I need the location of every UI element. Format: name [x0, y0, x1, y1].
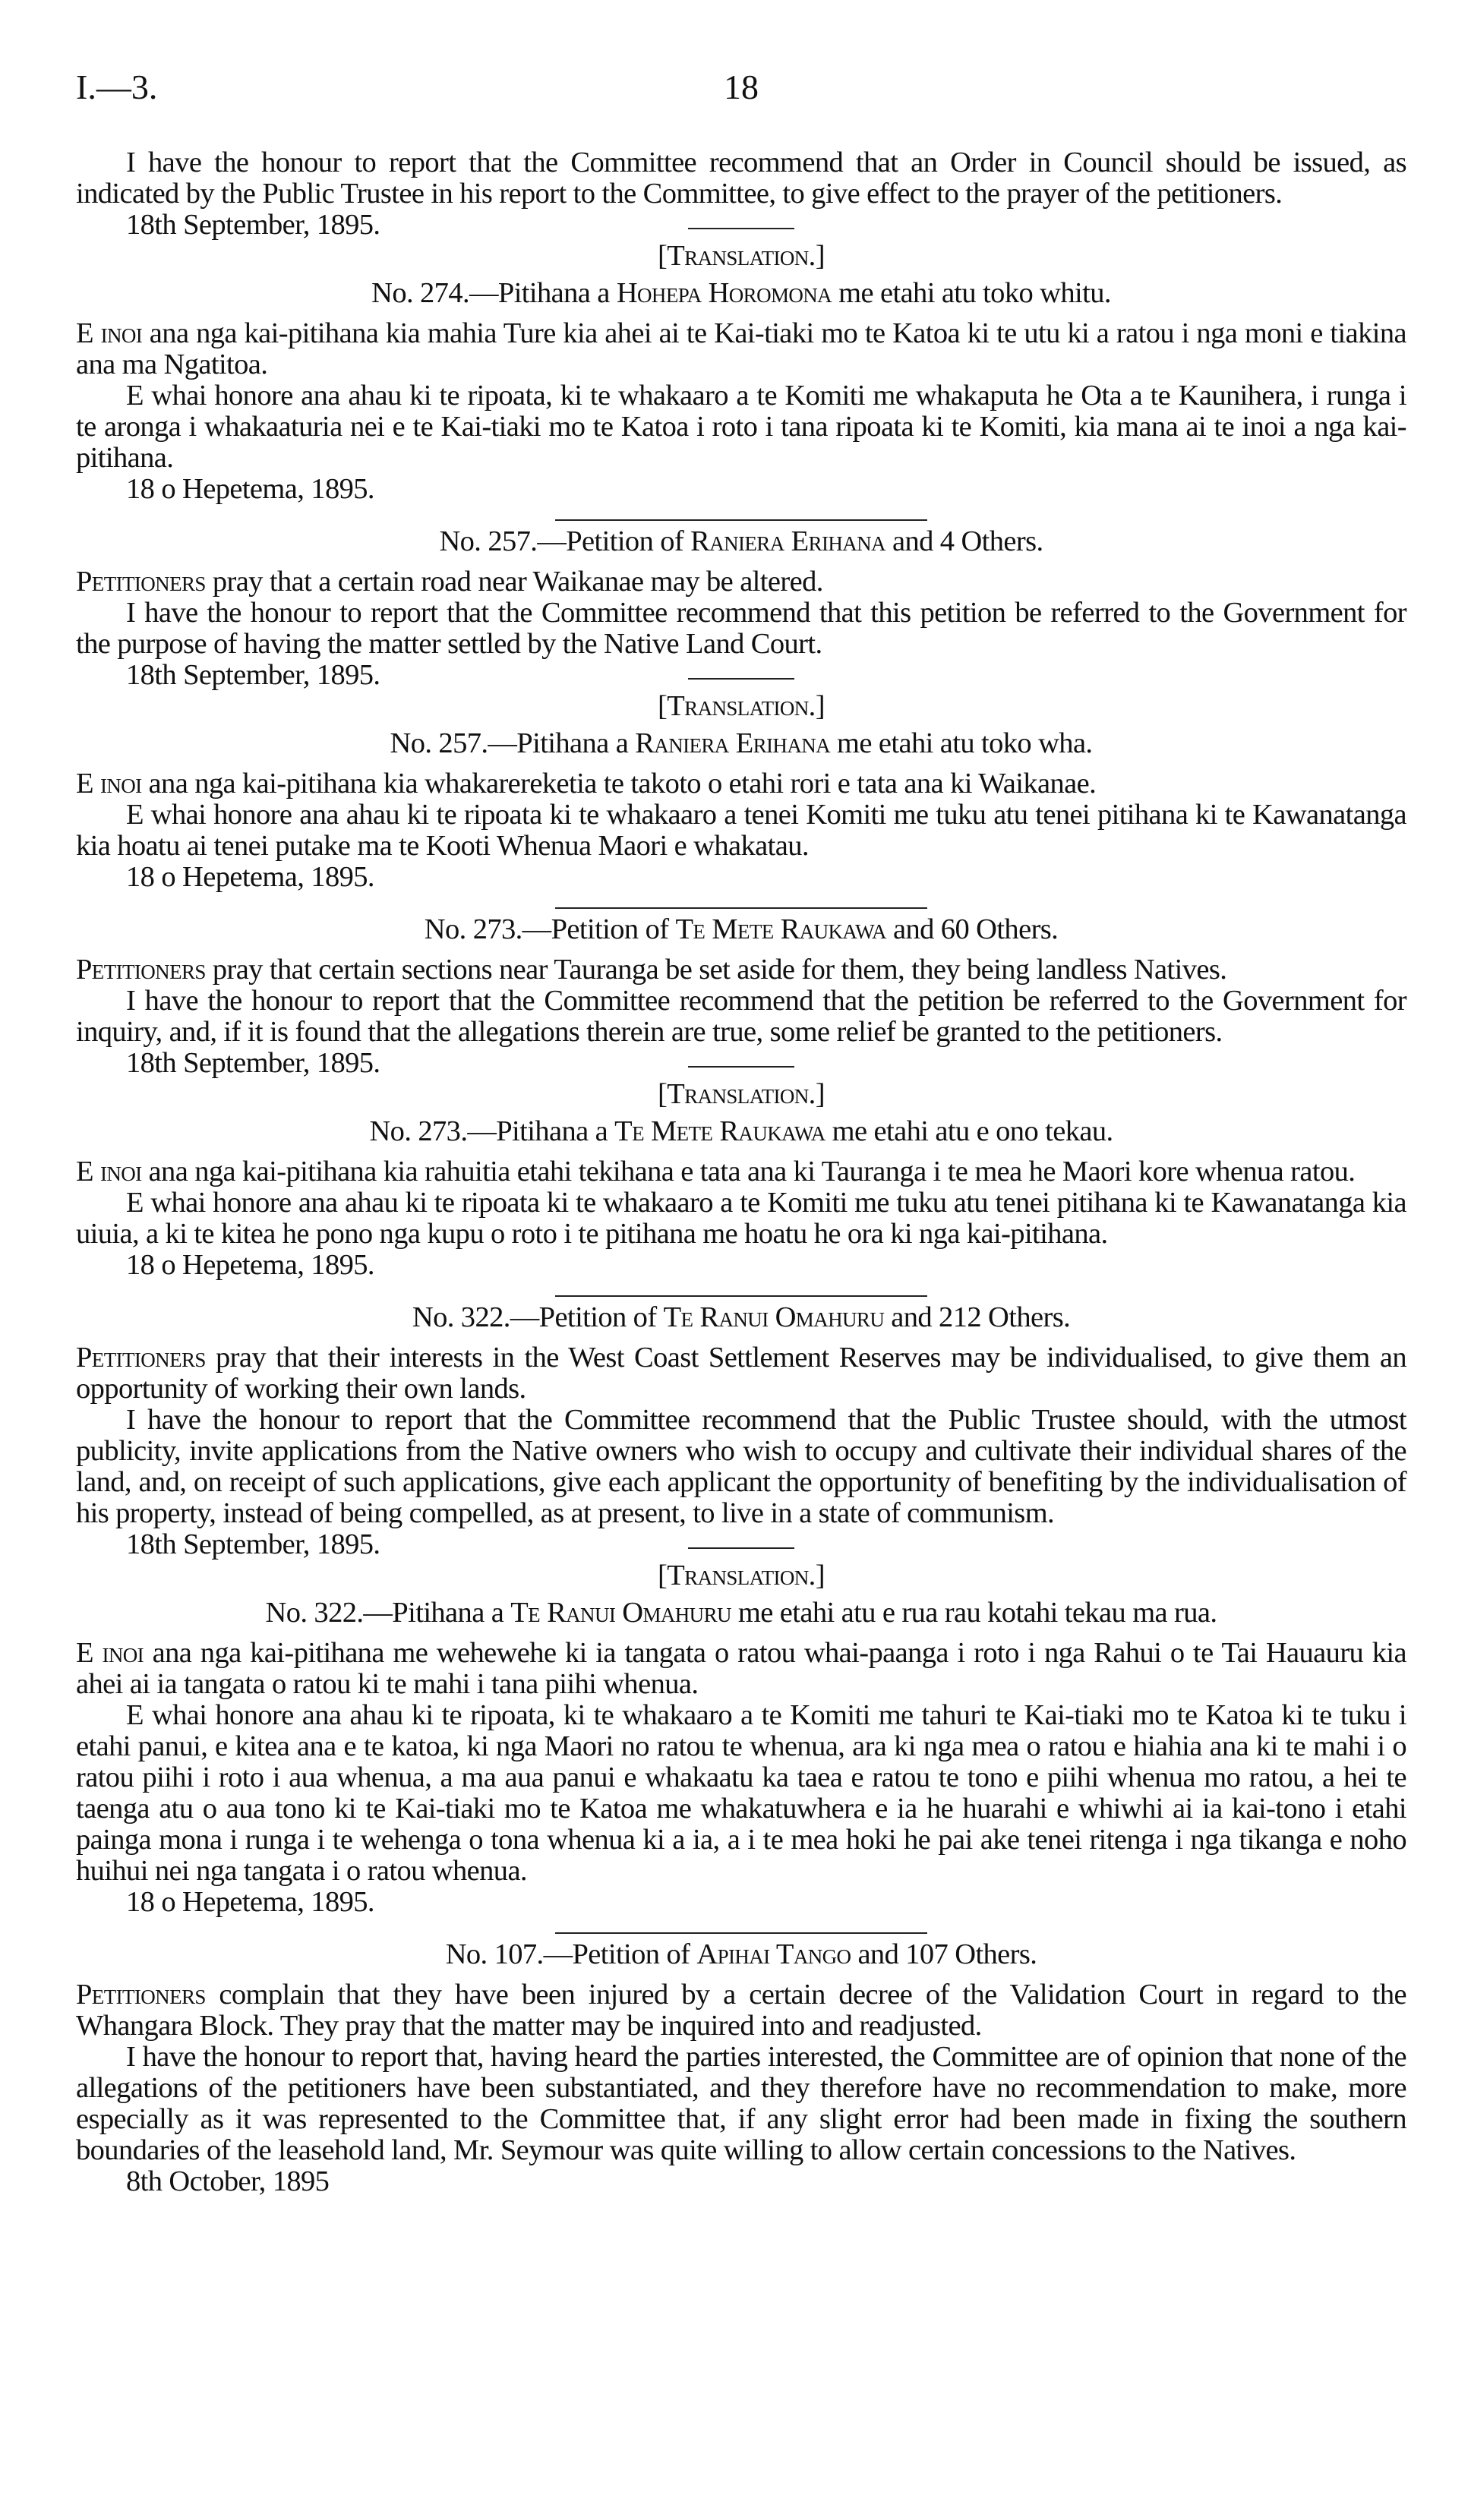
paragraph-lead: E inoi	[76, 1637, 144, 1669]
petitioner-name: Te Mete Raukawa	[614, 1115, 825, 1147]
heading-suffix: me etahi atu e rua rau kotahi tekau ma rua.	[731, 1597, 1217, 1629]
date-line	[76, 660, 1406, 691]
translation-text: [Translation.]	[658, 240, 825, 272]
petition-heading	[76, 914, 1406, 945]
paragraph	[76, 380, 1406, 474]
paragraph-lead: E inoi	[76, 768, 142, 800]
translation-text: [Translation.]	[658, 1078, 825, 1110]
heading-prefix: No. 257.—Petition of	[439, 525, 691, 557]
petitioner-name: Te Ranui Omahuru	[663, 1301, 885, 1333]
paragraph-text: pray that a certain road near Waikanae may be altered.	[205, 566, 823, 598]
date-text: 8th October, 1895	[126, 2165, 330, 2197]
section-divider	[688, 1547, 794, 1549]
petitioner-name: Raniera Erihana	[690, 525, 885, 557]
paragraph-text: pray that their interests in the West Coast Settlement Reserves may be individualised, to give them an opportunity of working their own lands.	[76, 1342, 1406, 1405]
date-line	[76, 210, 1406, 241]
date-text: 18th September, 1895.	[126, 1528, 380, 1560]
date-line	[76, 1887, 1406, 1918]
date-line	[76, 1048, 1406, 1079]
heading-suffix: and 107 Others.	[851, 1938, 1037, 1970]
date-text: 18 o Hepetema, 1895.	[126, 1249, 374, 1281]
paragraph	[76, 566, 1406, 598]
heading-suffix: me etahi atu e ono tekau.	[825, 1115, 1113, 1147]
paragraph-lead: Petitioners	[76, 566, 206, 598]
paragraph	[76, 318, 1406, 380]
section-divider	[688, 678, 794, 680]
heading-prefix: No. 274.—Pitihana a	[371, 277, 617, 309]
paragraph-text: I have the honour to report that the Committee recommend that an Order in Council should be issued, as indicated by the Public Trustee in his report to the Committee, to give effect to the prayer of the petitioners.	[76, 147, 1406, 210]
petition-heading	[76, 1597, 1406, 1629]
paragraph	[76, 1342, 1406, 1405]
paragraph	[76, 954, 1406, 986]
paragraph	[76, 147, 1406, 210]
date-line	[76, 1529, 1406, 1560]
section-divider	[555, 1295, 927, 1297]
paragraph-lead: Petitioners	[76, 1979, 206, 2011]
paragraph-text: I have the honour to report that the Committee recommend that the petition be referred to the Government for inquiry, and, if it is found that the allegations therein are true, some relief be granted to the petitioners.	[76, 985, 1406, 1048]
heading-suffix: and 60 Others.	[885, 913, 1059, 945]
petitioner-name: Te Ranui Omahuru	[510, 1597, 731, 1629]
date-line	[76, 2166, 1406, 2197]
translation-label	[76, 691, 1406, 722]
date-line	[76, 862, 1406, 893]
paragraph	[76, 598, 1406, 660]
heading-suffix: and 4 Others.	[885, 525, 1043, 557]
paragraph	[76, 2042, 1406, 2166]
section-divider	[555, 519, 927, 521]
paragraph-text: I have the honour to report that, having heard the parties interested, the Committee are of opinion that none of the allegations of the petitioners have been substantiated, and they therefore have no recommendation to make, more especially as it was represented to the Committee that, if any slight error had been made in fixing the southern boundaries of the leasehold land, Mr. Seymour was quite willing to allow certain concessions to the Natives.	[76, 2041, 1406, 2166]
petitioner-name: Raniera Erihana	[635, 727, 831, 759]
petition-heading	[76, 526, 1406, 557]
translation-label	[76, 241, 1406, 272]
page-header	[76, 67, 1406, 112]
paragraph-text: E whai honore ana ahau ki te ripoata ki te whakaaro a tenei Komiti me tuku atu tenei pitihana ki te Kawanatanga kia hoatu ai tenei putake ma te Kooti Whenua Maori e whakatau.	[76, 799, 1406, 862]
paragraph-lead: Petitioners	[76, 1342, 206, 1374]
paragraph	[76, 986, 1406, 1048]
petition-heading	[76, 1116, 1406, 1147]
paragraph	[76, 1156, 1406, 1187]
petition-heading	[76, 1939, 1406, 1970]
paragraph-text: I have the honour to report that the Committee recommend that the Public Trustee should, with the utmost publicity, invite applications from the Native owners who wish to occupy and cultivate their individual shares of the land, and, on receipt of such applications, give each applicant the opportunity of benefiting by the individualisation of his property, instead of being compelled, as at present, to live in a state of communism.	[76, 1404, 1406, 1529]
petition-heading	[76, 728, 1406, 759]
paragraph-text: ana nga kai-pitihana kia whakarereketia te takoto o etahi rori e tata ana ki Waikanae.	[141, 768, 1097, 800]
date-text: 18 o Hepetema, 1895.	[126, 1886, 374, 1918]
paragraph	[76, 1638, 1406, 1700]
paragraph	[76, 1979, 1406, 2042]
paragraph-text: ana nga kai-pitihana me wehewehe ki ia tangata o ratou whai-paanga i roto i nga Rahui o te Tai Hauauru kia ahei ai ia tangata o ratou ki te mahi i tana piihi whenua.	[76, 1637, 1406, 1700]
paragraph	[76, 1187, 1406, 1250]
petitioner-name: Te Mete Raukawa	[675, 913, 886, 945]
date-text: 18 o Hepetema, 1895.	[126, 861, 374, 893]
date-text: 18th September, 1895.	[126, 209, 380, 241]
paragraph-text: E whai honore ana ahau ki te ripoata, ki te whakaaro a te Komiti me tahuri te Kai-tiaki mo te Katoa ki te tuku i etahi panui, e kitea ana e te katoa, ki nga Maori no ratou te whenua, ara ki nga mea o ratou e hiahia ana ki te mahi i o ratou piihi i roto i aua whenua, a ma aua panui e whakaatu ka taea e ratou te tono e piihi whenua mo ratou, a hei te taenga atu o aua tono ki te Kai-tiaki mo te Katoa me whakatuwhera e ia he huarahi e whiwhi ai ia kai-tono i etahi painga mona i runga i te wehenga o tona whenua ki a ia, a i te mea hoki he pai ake tenei ritenga i nga tikanga e noho huihui nei nga tangata i o ratou whenua.	[76, 1699, 1406, 1887]
paragraph	[76, 1405, 1406, 1529]
paragraph-text: complain that they have been injured by a certain decree of the Validation Court in regard to the Whangara Block. They pray that the matter may be inquired into and readjusted.	[76, 1979, 1406, 2042]
paragraph	[76, 1700, 1406, 1887]
paragraph-lead: E inoi	[76, 1156, 142, 1187]
heading-prefix: No. 273.—Petition of	[424, 913, 676, 945]
heading-prefix: No. 107.—Petition of	[445, 1938, 697, 1970]
section-divider	[688, 1066, 794, 1068]
section-divider	[688, 228, 794, 229]
paragraph-lead: Petitioners	[76, 954, 206, 986]
date-line	[76, 474, 1406, 505]
section-divider	[555, 1932, 927, 1934]
translation-label	[76, 1560, 1406, 1591]
heading-suffix: me etahi atu toko wha.	[830, 727, 1093, 759]
translation-text: [Translation.]	[658, 1560, 825, 1591]
translation-label	[76, 1079, 1406, 1110]
date-text: 18 o Hepetema, 1895.	[126, 473, 374, 505]
date-text: 18th September, 1895.	[126, 1047, 380, 1079]
section-divider	[555, 907, 927, 909]
paragraph-text: E whai honore ana ahau ki te ripoata, ki te whakaaro a te Komiti me whakaputa he Ota a te Kaunihera, i runga i te aronga i whakaaturia nei e te Kai-tiaki mo te Katoa i roto i tana ripoata ki te Komiti, kia mana ai te inoi a nga kai-pitihana.	[76, 380, 1406, 474]
paragraph	[76, 768, 1406, 800]
paragraph-lead: E inoi	[76, 317, 143, 349]
heading-prefix: No. 322.—Petition of	[412, 1301, 664, 1333]
paragraph-text: ana nga kai-pitihana kia rahuitia etahi tekihana e tata ana ki Tauranga i te mea he Maori kore whenua ratou.	[141, 1156, 1356, 1187]
paragraph-text: E whai honore ana ahau ki te ripoata ki te whakaaro a te Komiti me tuku atu tenei pitihana ki te Kawanatanga kia uiuia, a ki te kitea he pono nga kupu o roto i te pitihana me hoatu he ora ki nga kai-pitihana.	[76, 1187, 1406, 1250]
paragraph	[76, 800, 1406, 862]
paragraph-text: ana nga kai-pitihana kia mahia Ture kia ahei ai te Kai-tiaki mo te Katoa ki te utu ki a ratou i nga moni e tiakina ana ma Ngatitoa.	[76, 317, 1406, 380]
heading-prefix: No. 273.—Pitihana a	[369, 1115, 615, 1147]
heading-suffix: me etahi atu toko whitu.	[832, 277, 1111, 309]
document-reference: I.—3.	[76, 68, 158, 106]
document-body	[76, 147, 1406, 2197]
petitioner-name: Hohepa Horomona	[616, 277, 832, 309]
date-line	[76, 1250, 1406, 1281]
heading-prefix: No. 257.—Pitihana a	[390, 727, 636, 759]
heading-prefix: No. 322.—Pitihana a	[265, 1597, 511, 1629]
petition-heading	[76, 278, 1406, 309]
petitioner-name: Apihai Tango	[696, 1938, 851, 1970]
date-text: 18th September, 1895.	[126, 659, 380, 691]
heading-suffix: and 212 Others.	[884, 1301, 1071, 1333]
paragraph-text: I have the honour to report that the Committee recommend that this petition be referred to the Government for the purpose of having the matter settled by the Native Land Court.	[76, 597, 1406, 660]
paragraph-text: pray that certain sections near Tauranga be set aside for them, they being landless Natives.	[205, 954, 1227, 986]
translation-text: [Translation.]	[658, 690, 825, 722]
petition-heading	[76, 1302, 1406, 1333]
page-number: 18	[724, 68, 759, 106]
